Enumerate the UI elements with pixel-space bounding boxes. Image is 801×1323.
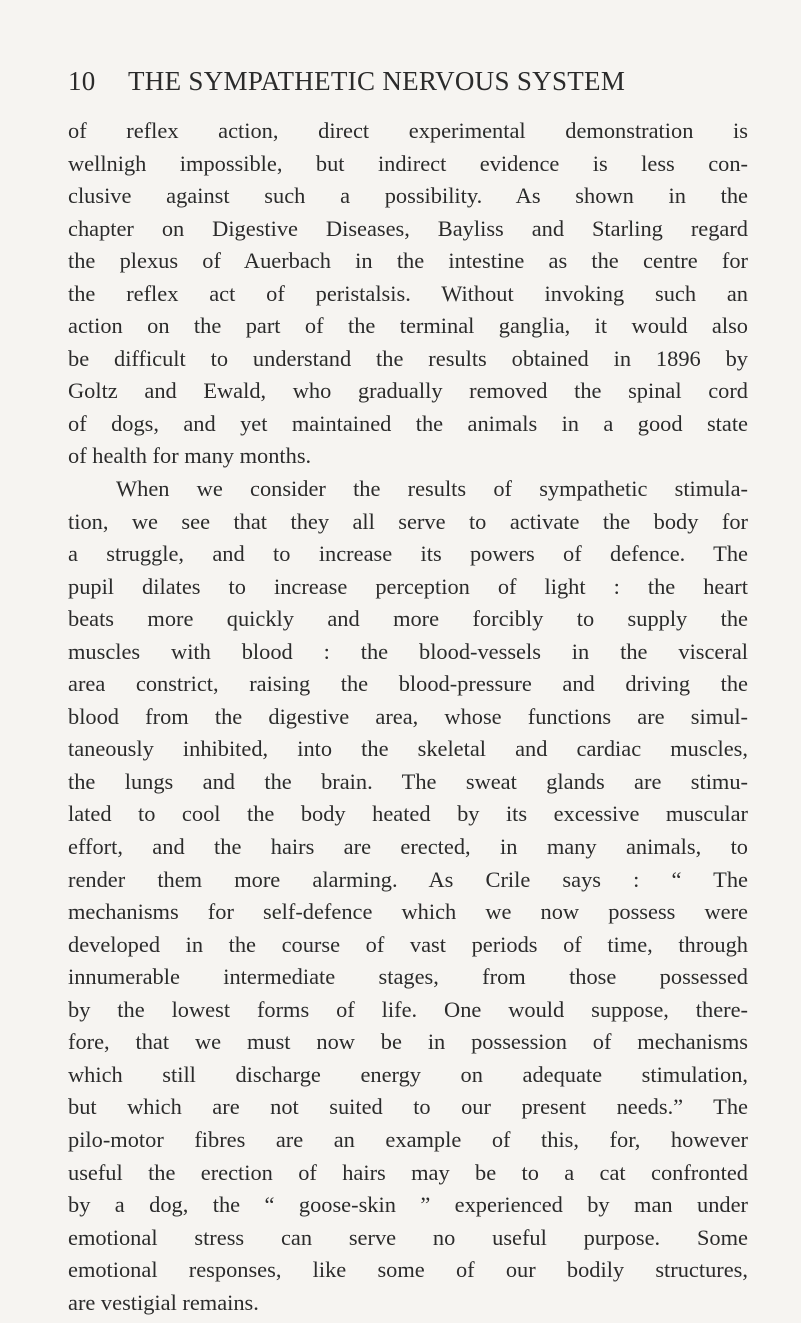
text-line: a struggle, and to increase its powers of defence. The [68,541,748,567]
text-line: the lungs and the brain. The sweat glands are stimu- [68,768,748,794]
text-line: useful the erection of hairs may be to a cat confronted [68,1159,748,1185]
text-line: lated to cool the body heated by its excessive muscular [68,801,748,827]
text-line: are vestigial remains. [68,1289,259,1315]
text-line: area constrict, raising the blood-pressure and driving the [68,671,748,697]
text-line: which still discharge energy on adequate stimulation, [68,1061,748,1087]
text-line: beats more quickly and more forcibly to supply the [68,606,748,632]
text-line: Goltz and Ewald, who gradually removed the spinal cord [68,378,748,404]
paragraph-2 [68,473,748,1319]
text-line: taneously inhibited, into the skeletal and cardiac muscles, [68,736,748,762]
text-line: by the lowest forms of life. One would suppose, there- [68,996,748,1022]
text-line: When we consider the results of sympathetic stimula- [116,476,748,502]
text-line: by a dog, the “ goose-skin ” experienced by man under [68,1192,748,1218]
text-line: the reflex act of peristalsis. Without invoking such an [68,280,748,306]
text-line: developed in the course of vast periods of time, through [68,931,748,957]
text-line: fore, that we must now be in possession of mechanisms [68,1029,748,1055]
text-line: of dogs, and yet maintained the animals in a good state [68,410,748,436]
text-line: emotional stress can serve no useful purpose. Some [68,1224,748,1250]
text-line: clusive against such a possibility. As shown in the [68,183,748,209]
text-line: tion, we see that they all serve to activate the body for [68,508,748,534]
text-line: pupil dilates to increase perception of light : the heart [68,573,748,599]
text-line: blood from the digestive area, whose functions are simul- [68,703,748,729]
text-line: muscles with blood : the blood-vessels in the visceral [68,638,748,664]
running-header [68,66,748,97]
text-line: but which are not suited to our present needs.” The [68,1094,748,1120]
text-line: chapter on Digestive Diseases, Bayliss and Starling regard [68,215,748,241]
running-title: THE SYMPATHETIC NERVOUS SYSTEM [128,66,626,96]
text-line: wellnigh impossible, but indirect evidence is less con- [68,150,748,176]
text-line: innumerable intermediate stages, from those possessed [68,964,748,990]
body-text [68,115,748,1319]
page-number: 10 [68,66,96,96]
text-line: be difficult to understand the results obtained in 1896 by [68,345,748,371]
text-line: mechanisms for self-defence which we now possess were [68,899,748,925]
text-line: action on the part of the terminal ganglia, it would also [68,313,748,339]
text-line: of health for many months. [68,443,312,469]
text-line: effort, and the hairs are erected, in many animals, to [68,834,748,860]
text-line: emotional responses, like some of our bodily structures, [68,1257,748,1283]
paragraph-1 [68,115,748,473]
text-line: of reflex action, direct experimental demonstration is [68,118,748,143]
text-line: render them more alarming. As Crile says : “ The [68,866,748,892]
text-line: the plexus of Auerbach in the intestine as the centre for [68,248,748,274]
text-line: pilo-motor fibres are an example of this, for, however [68,1126,748,1152]
